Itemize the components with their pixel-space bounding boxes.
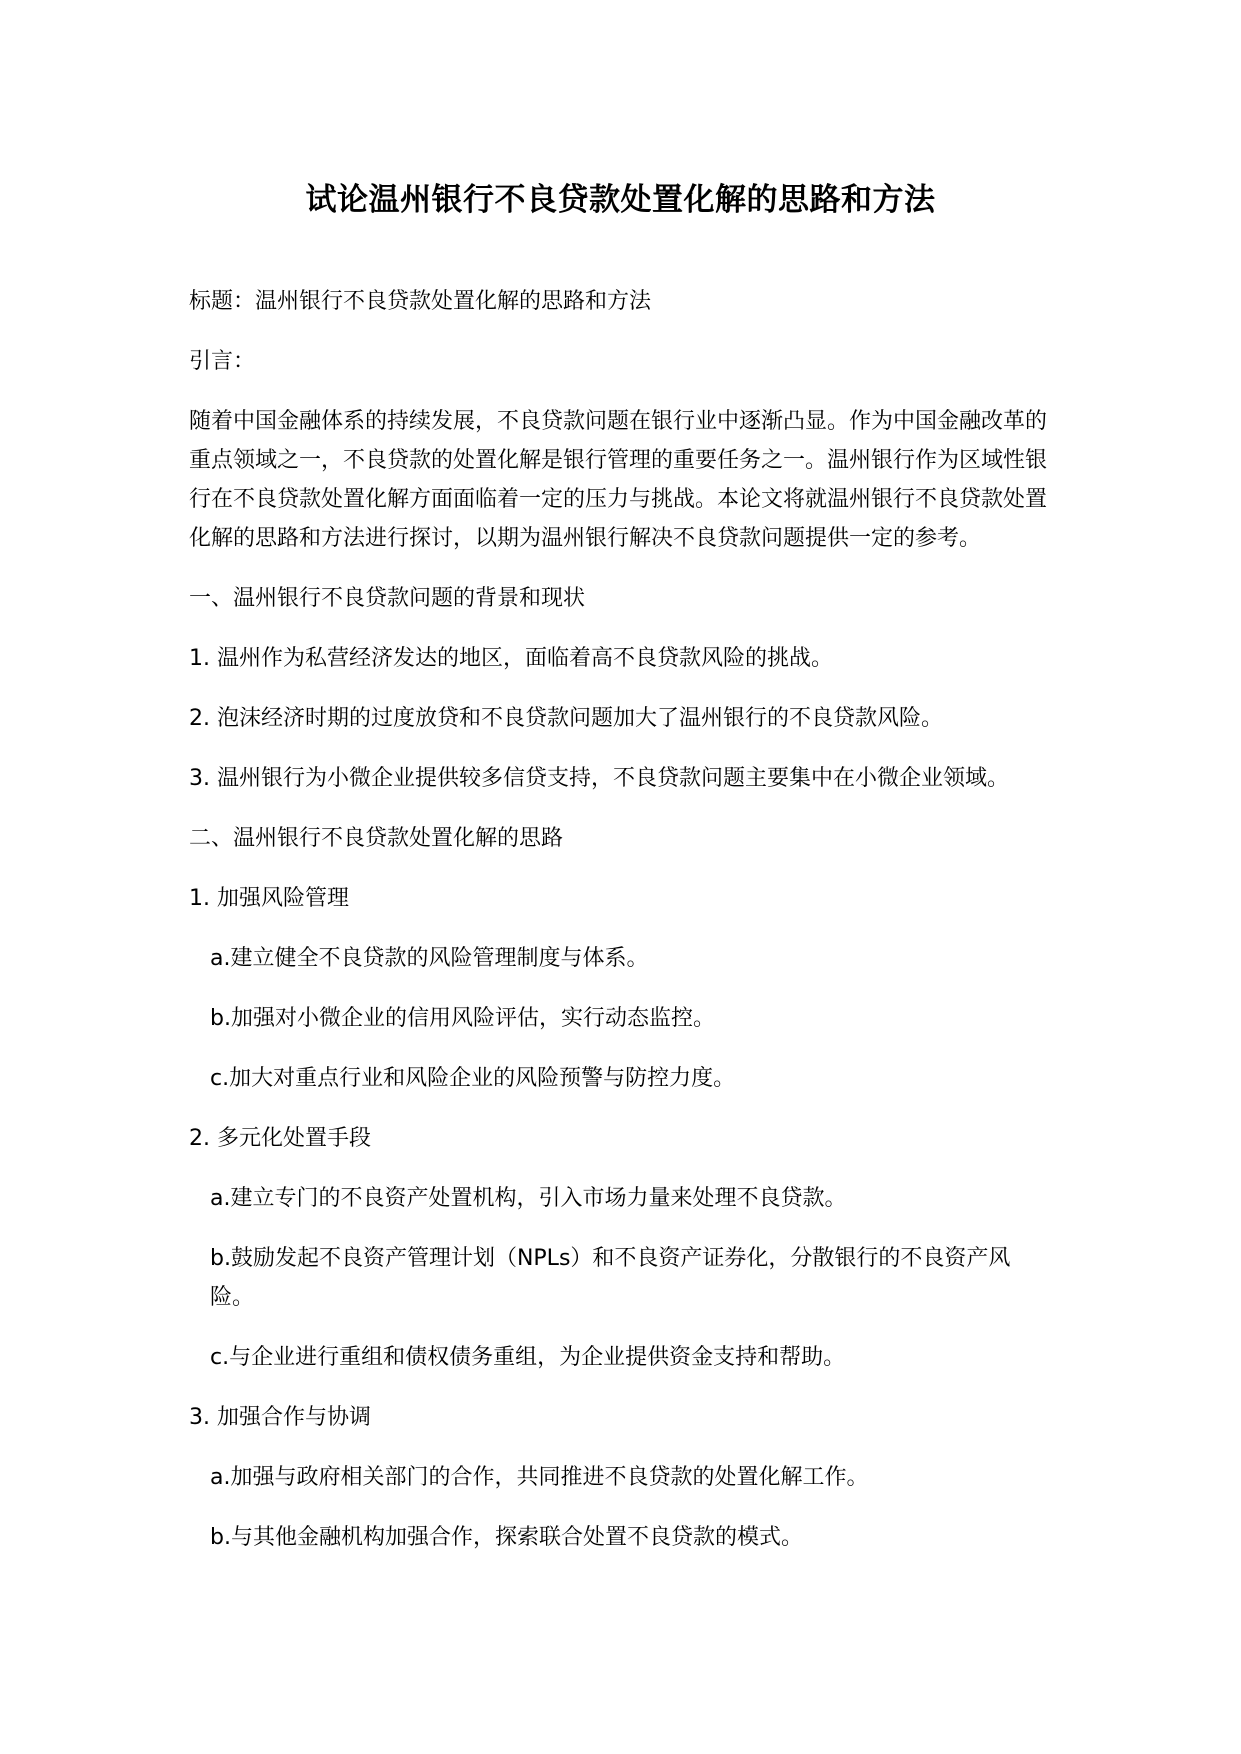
group-2-sub-a: a.建立专门的不良资产处置机构，引入市场力量来处理不良贷款。 [210, 1186, 847, 1211]
intro-label: 引言： [189, 349, 256, 374]
group-2-sub-c: c.与企业进行重组和债权债务重组，为企业提供资金支持和帮助。 [210, 1345, 846, 1370]
group-1-label: 1. 加强风险管理 [189, 886, 349, 911]
group-3-sub-a: a.加强与政府相关部门的合作，共同推进不良贷款的处置化解工作。 [210, 1465, 869, 1490]
section-1-item-1: 1. 温州作为私营经济发达的地区，面临着高不良贷款风险的挑战。 [189, 646, 833, 671]
section-1-heading: 一、温州银行不良贷款问题的背景和现状 [189, 586, 586, 611]
group-1-sub-c: c.加大对重点行业和风险企业的风险预警与防控力度。 [210, 1066, 736, 1091]
section-1-item-2: 2. 泡沫经济时期的过度放贷和不良贷款问题加大了温州银行的不良贷款风险。 [189, 706, 943, 731]
group-3-label: 3. 加强合作与协调 [189, 1405, 371, 1430]
group-1-sub-b: b.加强对小微企业的信用风险评估，实行动态监控。 [210, 1006, 715, 1031]
document-body [189, 282, 1047, 1578]
group-2-label: 2. 多元化处置手段 [189, 1126, 371, 1151]
section-2-heading: 二、温州银行不良贷款处置化解的思路 [189, 826, 564, 851]
section-1-item-3: 3. 温州银行为小微企业提供较多信贷支持，不良贷款问题主要集中在小微企业领域。 [189, 766, 1009, 791]
group-2-sub-b: b.鼓励发起不良资产管理计划（NPLs）和不良资产证券化，分散银行的不良资产风险。 [210, 1246, 1011, 1310]
intro-paragraph: 随着中国金融体系的持续发展，不良贷款问题在银行业中逐渐凸显。作为中国金融改革的重点领域之一，不良贷款的处置化解是银行管理的重要任务之一。温州银行作为区域性银行在不良贷款处置化解方面面临着一定的压力与挑战。本论文将就温州银行不良贷款处置化解的思路和方法进行探讨，以期为温州银行解决不良贷款问题提供一定的参考。 [189, 409, 1048, 551]
document-title: 试论温州银行不良贷款处置化解的思路和方法 [305, 182, 936, 218]
group-3-sub-b: b.与其他金融机构加强合作，探索联合处置不良贷款的模式。 [210, 1525, 803, 1550]
heading-line: 标题：温州银行不良贷款处置化解的思路和方法 [189, 289, 652, 314]
group-1-sub-a: a.建立健全不良贷款的风险管理制度与体系。 [210, 946, 649, 971]
